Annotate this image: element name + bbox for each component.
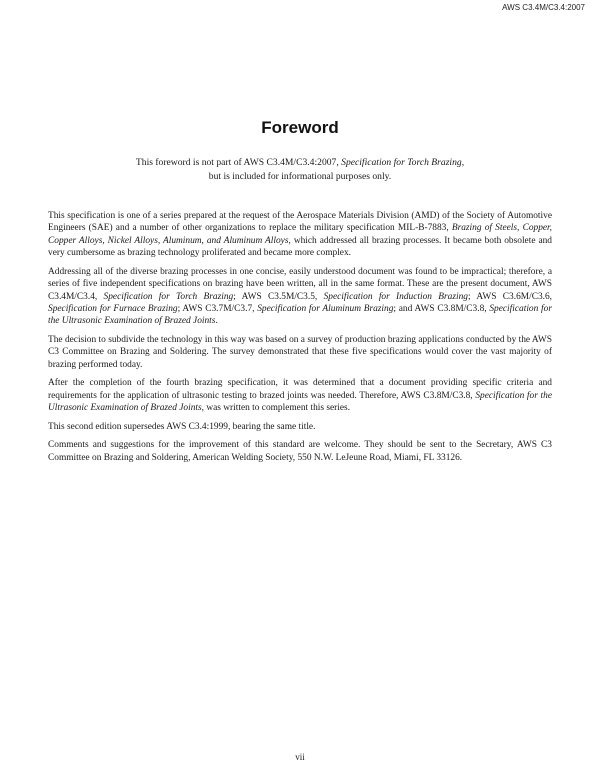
p1-italic-1: Brazing of Steels, Copper, Copper Alloys, Nickel Alloys, Aluminum, and Aluminum Alloys	[48, 223, 553, 246]
paragraph-4	[48, 377, 552, 414]
intro-spec-title: Specification for Torch Brazing	[341, 157, 462, 168]
paragraph-1	[48, 210, 552, 260]
p2-text-1: Addressing all of the diverse brazing processes in one concise, easily understood document was found to be impractical; therefore, a series of five independent specifications on brazing have been written, all in the same format. These are the present document, AWS C3.4M/C3.4,	[48, 266, 552, 302]
p2-italic-3: Specification for Furnace Brazing	[48, 304, 178, 315]
p4-text-2: , was written to complement this series.	[201, 403, 351, 414]
p2-text-4: ; AWS C3.7M/C3.7,	[177, 304, 258, 315]
intro-punct: ,	[461, 157, 465, 168]
paragraph-2	[48, 266, 552, 328]
p2-italic-2: Specification for Induction Brazing	[323, 291, 468, 302]
p4-text-1: After the completion of the fourth brazing specification, it was determined that a document providing specific criteria and requirements for the application of ultrasonic testing to brazed joints was needed. Therefore, AWS C3.8M/C3.8,	[48, 378, 552, 401]
paragraph-6	[48, 439, 552, 464]
paragraph-3	[48, 334, 552, 371]
p3-text-1: The decision to subdivide the technology in this way was based on a survey of production brazing applications conducted by the AWS C3 Committee on Brazing and Soldering. The survey demonstrated that these five specifications would cover the vast majority of brazing performed today.	[48, 335, 552, 370]
page-title: Foreword	[261, 118, 339, 137]
p4-italic-1: Specification for the Ultrasonic Examination of Brazed Joints	[48, 390, 552, 414]
foreword-note	[60, 156, 540, 183]
p2-text-5: ; and AWS C3.8M/C3.8,	[393, 304, 490, 315]
p1-text-2: , which addressed all brazing processes. It became both obsolete and very cumbersome as brazing technology proliferated and became more complex.	[48, 235, 552, 259]
p2-italic-5: Specification for the Ultrasonic Examination of Brazed Joints	[48, 304, 552, 327]
p6-text-1: Comments and suggestions for the improvement of this standard are welcome. They should be sent to the Secretary, AWS C3 Committee on Brazing and Soldering, American Welding Society, 550 N.W. LeJeune Road, Miami, FL 33126.	[48, 440, 552, 463]
paragraph-5	[48, 421, 552, 433]
page-number: vii	[295, 752, 305, 762]
p2-text-3: ; AWS C3.6M/C3.6,	[468, 291, 553, 302]
intro-text: This foreword is not part of AWS C3.4M/C3.4:2007,	[135, 157, 342, 168]
p2-text-2: ; AWS C3.5M/C3.5,	[233, 291, 324, 302]
p2-italic-1: Specification for Torch Brazing	[103, 291, 234, 302]
p2-italic-4: Specification for Aluminum Brazing	[257, 304, 394, 315]
p2-text-6: .	[215, 316, 218, 327]
running-header: AWS C3.4M/C3.4:2007	[502, 3, 585, 12]
p1-text-1: This specification is one of a series prepared at the request of the Aerospace Materials Division (AMD) of the Society of Automotive Engineers (SAE) and a number of other organizations to replace the military specification MIL-B-7883,	[48, 211, 552, 234]
p5-text-1: This second edition supersedes AWS C3.4:1999, bearing the same title.	[48, 421, 316, 432]
intro-line2: but is included for informational purposes only.	[208, 170, 392, 182]
body-text	[48, 210, 552, 470]
